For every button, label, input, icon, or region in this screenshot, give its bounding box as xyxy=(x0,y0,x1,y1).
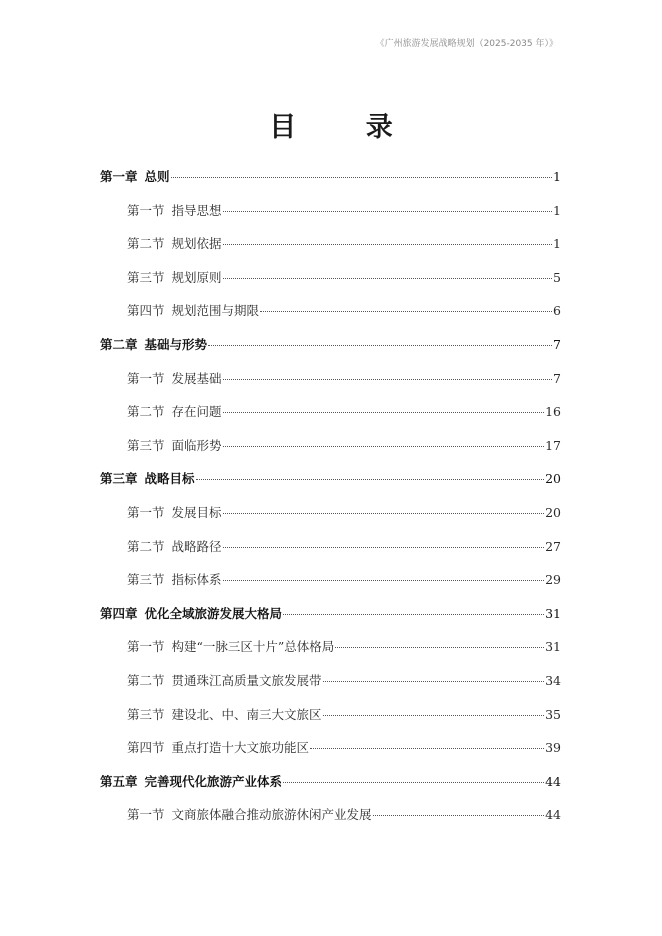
toc-dot-leader xyxy=(223,211,553,212)
running-header: 《广州旅游发展战略规划（2025-2035 年）》 xyxy=(375,39,558,49)
toc-page-number: 1 xyxy=(553,236,561,252)
toc-entry-number: 第一章 xyxy=(100,169,138,184)
toc-entry-title: 发展基础 xyxy=(171,370,222,386)
page-title: 目 录 xyxy=(269,112,423,143)
toc-entry-number: 第三节 xyxy=(127,706,165,722)
toc-entry-title: 文商旅体融合推动旅游休闲产业发展 xyxy=(171,807,372,823)
toc-entry-label xyxy=(127,301,259,319)
toc-page-number: 39 xyxy=(545,740,561,756)
toc-dot-leader xyxy=(223,278,553,279)
toc-chapter-entry[interactable] xyxy=(100,335,561,355)
toc-page-number: 44 xyxy=(545,807,561,823)
toc-entry-label xyxy=(127,201,222,219)
toc-dot-leader xyxy=(171,177,553,178)
toc-dot-leader xyxy=(223,446,545,447)
toc-entry-label xyxy=(127,503,222,521)
toc-entry-title: 贯通珠江高质量文旅发展带 xyxy=(171,673,322,688)
toc-entry-title: 存在问题 xyxy=(171,404,222,420)
toc-entry-number: 第二节 xyxy=(127,538,165,554)
toc-section-entry[interactable] xyxy=(127,637,561,657)
toc-entry-title: 构建“一脉三区十片”总体格局 xyxy=(171,639,335,655)
toc-entry-label xyxy=(127,537,222,555)
toc-section-entry[interactable] xyxy=(127,503,561,523)
toc-section-entry[interactable] xyxy=(127,201,561,221)
toc-dot-leader xyxy=(223,513,545,514)
toc-entry-number: 第二节 xyxy=(127,236,165,252)
toc-entry-title: 指导思想 xyxy=(171,202,222,218)
toc-page-number: 44 xyxy=(545,773,561,789)
toc-entry-label xyxy=(127,436,222,454)
toc-entry-label xyxy=(127,705,322,723)
toc-entry-title: 指标体系 xyxy=(171,572,222,588)
toc-entry-number: 第四节 xyxy=(127,303,165,319)
toc-page-number: 1 xyxy=(553,169,561,184)
toc-chapter-entry[interactable] xyxy=(100,469,561,489)
toc-entry-label xyxy=(100,469,195,487)
toc-page-number: 6 xyxy=(553,303,561,319)
toc-entry-number: 第一节 xyxy=(127,202,165,218)
toc-entry-label xyxy=(127,637,334,655)
toc-dot-leader xyxy=(323,715,545,716)
toc-chapter-entry[interactable] xyxy=(100,772,561,792)
toc-entry-title: 规划原则 xyxy=(171,269,222,285)
toc-entry-number: 第一节 xyxy=(127,505,165,520)
toc-page-number: 29 xyxy=(545,572,561,588)
toc-page-number: 5 xyxy=(553,269,561,285)
toc-dot-leader xyxy=(223,379,553,380)
toc-page-number: 35 xyxy=(545,706,561,722)
toc-entry-label xyxy=(127,369,222,387)
toc-entry-number: 第二节 xyxy=(127,673,165,688)
toc-page-number: 16 xyxy=(545,404,561,420)
toc-page-number: 17 xyxy=(545,437,561,453)
toc-page-number: 31 xyxy=(545,605,561,621)
toc-entry-title: 总则 xyxy=(144,169,170,184)
toc-entry-title: 基础与形势 xyxy=(144,337,208,352)
toc-entry-label xyxy=(100,604,282,622)
toc-entry-number: 第一节 xyxy=(127,370,165,386)
toc-entry-label xyxy=(100,772,282,790)
toc-entry-title: 重点打造十大文旅功能区 xyxy=(171,740,310,756)
toc-page-number: 1 xyxy=(553,202,561,218)
toc-page-number: 20 xyxy=(545,471,561,487)
toc-entry-title: 优化全域旅游发展大格局 xyxy=(144,605,283,621)
toc-entry-number: 第四章 xyxy=(100,605,138,621)
toc-dot-leader xyxy=(223,244,553,245)
toc-dot-leader xyxy=(223,412,545,413)
toc-entry-label xyxy=(127,570,222,588)
toc-section-entry[interactable] xyxy=(127,268,561,288)
toc-section-entry[interactable] xyxy=(127,537,561,557)
toc-section-entry[interactable] xyxy=(127,570,561,590)
toc-dot-leader xyxy=(283,614,544,615)
toc-page-number: 7 xyxy=(553,370,561,386)
toc-entry-title: 战略路径 xyxy=(171,538,222,554)
toc-entry-number: 第五章 xyxy=(100,773,138,789)
toc-entry-title: 规划范围与期限 xyxy=(171,303,260,319)
toc-entry-number: 第三节 xyxy=(127,572,165,588)
toc-section-entry[interactable] xyxy=(127,369,561,389)
toc-dot-leader xyxy=(335,647,544,648)
toc-page-number: 27 xyxy=(545,538,561,554)
toc-section-entry[interactable] xyxy=(127,738,561,758)
toc-section-entry[interactable] xyxy=(127,705,561,725)
toc-section-entry[interactable] xyxy=(127,301,561,321)
toc-entry-label xyxy=(127,268,222,286)
toc-section-entry[interactable] xyxy=(127,805,561,825)
toc-entry-number: 第一节 xyxy=(127,807,165,823)
toc-entry-title: 发展目标 xyxy=(171,505,222,520)
toc-entry-title: 面临形势 xyxy=(171,437,222,453)
toc-section-entry[interactable] xyxy=(127,234,561,254)
toc-entry-number: 第三节 xyxy=(127,269,165,285)
toc-dot-leader xyxy=(283,782,544,783)
toc-dot-leader xyxy=(260,311,552,312)
toc-page-number: 20 xyxy=(545,505,561,520)
toc-entry-label xyxy=(127,738,309,756)
toc-entry-label xyxy=(127,805,372,823)
toc-entry-title: 完善现代化旅游产业体系 xyxy=(144,773,283,789)
toc-entry-number: 第三节 xyxy=(127,437,165,453)
toc-entry-number: 第四节 xyxy=(127,740,165,756)
toc-dot-leader xyxy=(310,748,544,749)
toc-entry-label xyxy=(127,671,322,689)
toc-chapter-entry[interactable] xyxy=(100,167,561,187)
toc-entry-title: 建设北、中、南三大文旅区 xyxy=(171,706,322,722)
toc-section-entry[interactable] xyxy=(127,671,561,691)
toc-entry-number: 第一节 xyxy=(127,639,165,655)
toc-entry-number: 第二章 xyxy=(100,337,138,352)
toc-entry-number: 第二节 xyxy=(127,404,165,420)
toc-dot-leader xyxy=(223,547,545,548)
toc-dot-leader xyxy=(196,479,545,480)
toc-entry-label xyxy=(100,335,207,353)
toc-dot-leader xyxy=(323,681,545,682)
toc-chapter-entry[interactable] xyxy=(100,604,561,624)
toc-entry-number: 第三章 xyxy=(100,471,138,487)
toc-entry-label xyxy=(127,234,222,252)
toc-section-entry[interactable] xyxy=(127,402,561,422)
toc-entry-label xyxy=(100,167,170,185)
toc-section-entry[interactable] xyxy=(127,436,561,456)
toc-page-number: 31 xyxy=(545,639,561,655)
toc-dot-leader xyxy=(223,580,545,581)
toc-entry-title: 战略目标 xyxy=(144,471,195,487)
toc-entry-title: 规划依据 xyxy=(171,236,222,252)
toc-entry-label xyxy=(127,402,222,420)
toc-dot-leader xyxy=(373,815,545,816)
toc-dot-leader xyxy=(208,345,552,346)
toc-page-number: 34 xyxy=(545,673,561,688)
toc-page-number: 7 xyxy=(553,337,561,352)
